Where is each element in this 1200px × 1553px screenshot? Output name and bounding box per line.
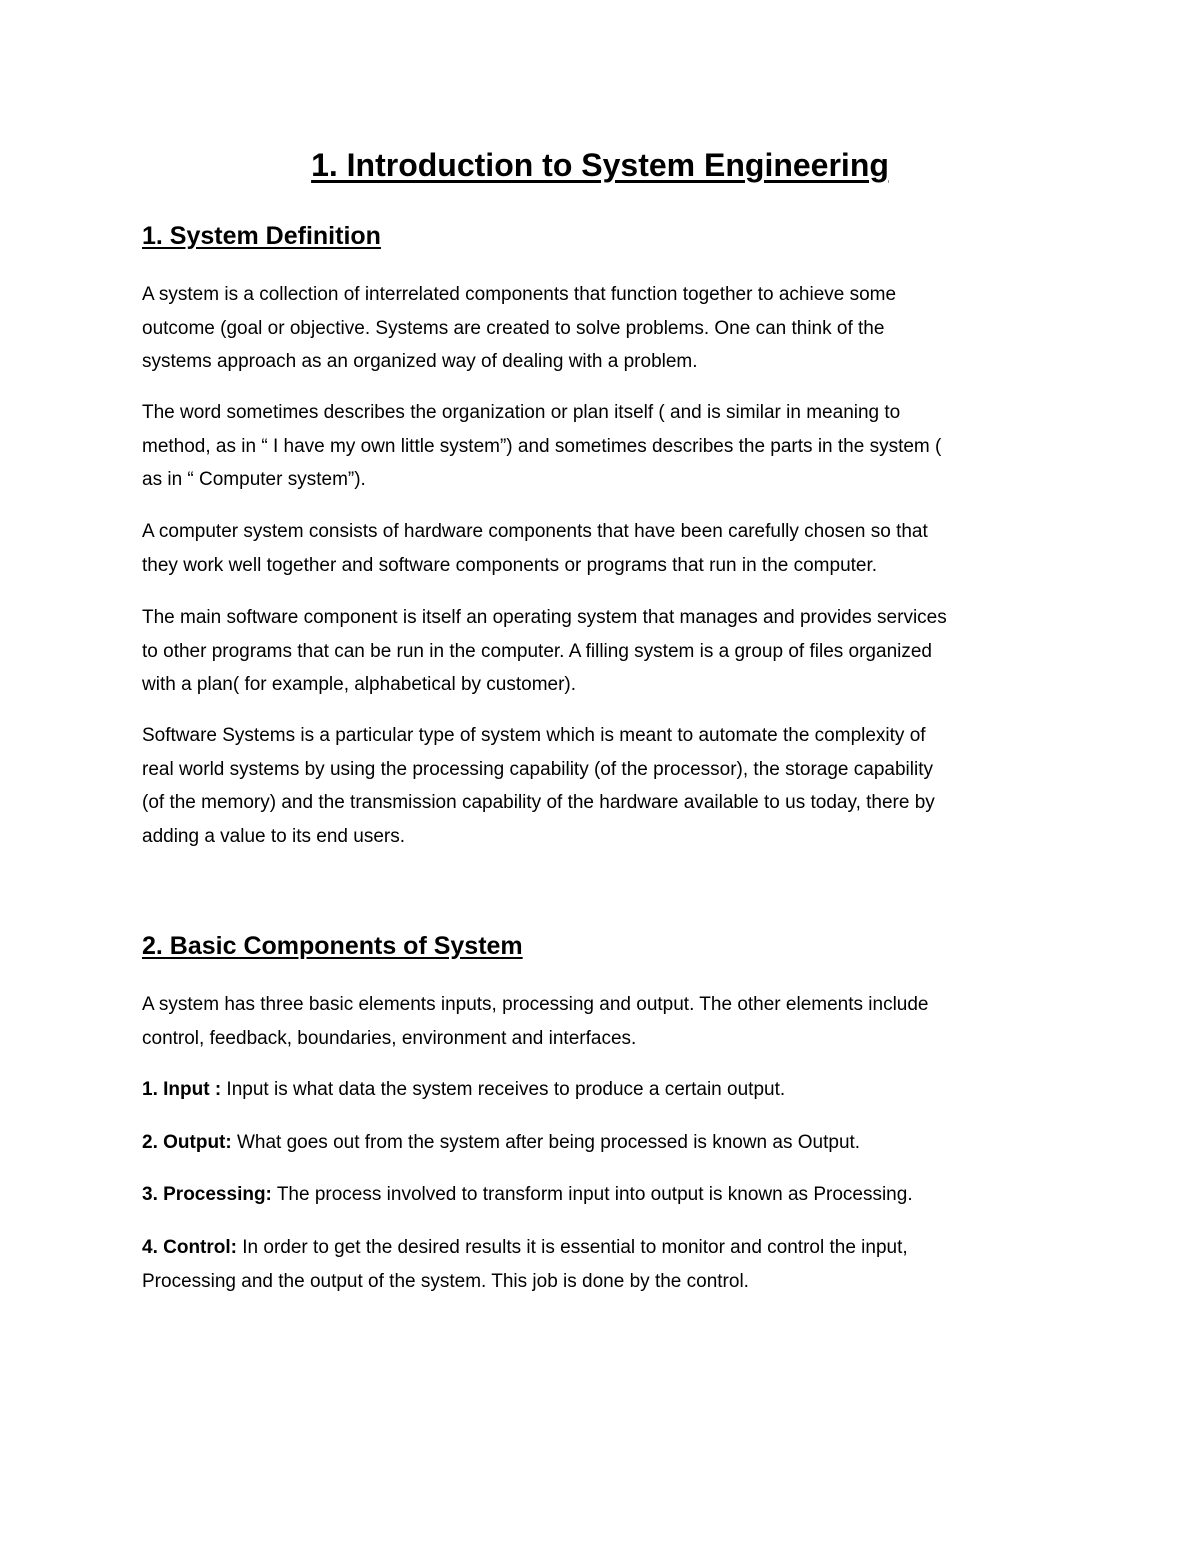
paragraph-system-definition	[142, 278, 1062, 379]
item-label: 1. Input :	[142, 1079, 222, 1100]
text-line: (of the memory) and the transmission capability of the hardware available to us today, there by	[142, 792, 935, 813]
text-line: real world systems by using the processing capability (of the processor), the storage capability	[142, 758, 933, 780]
item-text: What goes out from the system after being processed is known as Output.	[231, 1132, 861, 1153]
item-text: In order to get the desired results it is essential to monitor and control the input,	[237, 1237, 908, 1258]
text-line: adding a value to its end users.	[142, 825, 406, 847]
text-line: A system is a collection of interrelated components that function together to achieve some	[142, 284, 897, 305]
paragraph-word-meaning	[142, 396, 1062, 497]
page-title: 1. Introduction to System Engineering	[311, 147, 889, 183]
text-line: control, feedback, boundaries, environment and interfaces.	[142, 1027, 637, 1049]
item-label: 4. Control:	[142, 1237, 237, 1258]
list-item-processing	[142, 1178, 1062, 1212]
item-label: 2. Output:	[142, 1132, 232, 1153]
text-line	[142, 1178, 1062, 1212]
paragraph-software-systems	[142, 719, 1062, 853]
item-text: The process involved to transform input into output is known as Processing.	[271, 1184, 913, 1205]
text-line	[142, 1231, 1062, 1265]
text-line: with a plan( for example, alphabetical by customer).	[142, 674, 577, 695]
section-heading-system-definition: 1. System Definition	[142, 222, 381, 250]
text-line: A system has three basic elements inputs, processing and output. The other elements include	[142, 994, 929, 1015]
text-line	[142, 1073, 1062, 1107]
text-line: Processing and the output of the system. This job is done by the control.	[142, 1270, 749, 1292]
text-line: The main software component is itself an operating system that manages and provides services	[142, 607, 947, 628]
paragraph-software-component	[142, 601, 1062, 702]
text-line: outcome (goal or objective. Systems are created to solve problems. One can think of the	[142, 317, 885, 339]
list-item-input	[142, 1073, 1062, 1107]
paragraph-computer-system	[142, 515, 1062, 582]
text-line: Software Systems is a particular type of system which is meant to automate the complexity of	[142, 725, 926, 746]
text-line: systems approach as an organized way of dealing with a problem.	[142, 351, 698, 372]
item-text: Input is what data the system receives to produce a certain output.	[221, 1079, 786, 1100]
text-line: The word sometimes describes the organization or plan itself ( and is similar in meaning to	[142, 402, 901, 423]
list-item-control	[142, 1231, 1062, 1298]
section-heading-basic-components: 2. Basic Components of System	[142, 932, 523, 960]
paragraph-basic-elements	[142, 988, 1062, 1055]
text-line: method, as in “ I have my own little system”) and sometimes describes the parts in the system (	[142, 435, 942, 457]
item-label: 3. Processing:	[142, 1184, 272, 1205]
text-line: they work well together and software components or programs that run in the computer.	[142, 554, 878, 576]
text-line	[142, 1126, 1062, 1160]
text-line: to other programs that can be run in the computer. A filling system is a group of files organized	[142, 640, 932, 662]
text-line: A computer system consists of hardware components that have been carefully chosen so that	[142, 521, 928, 542]
text-line: as in “ Computer system”).	[142, 469, 366, 490]
list-item-output	[142, 1126, 1062, 1160]
